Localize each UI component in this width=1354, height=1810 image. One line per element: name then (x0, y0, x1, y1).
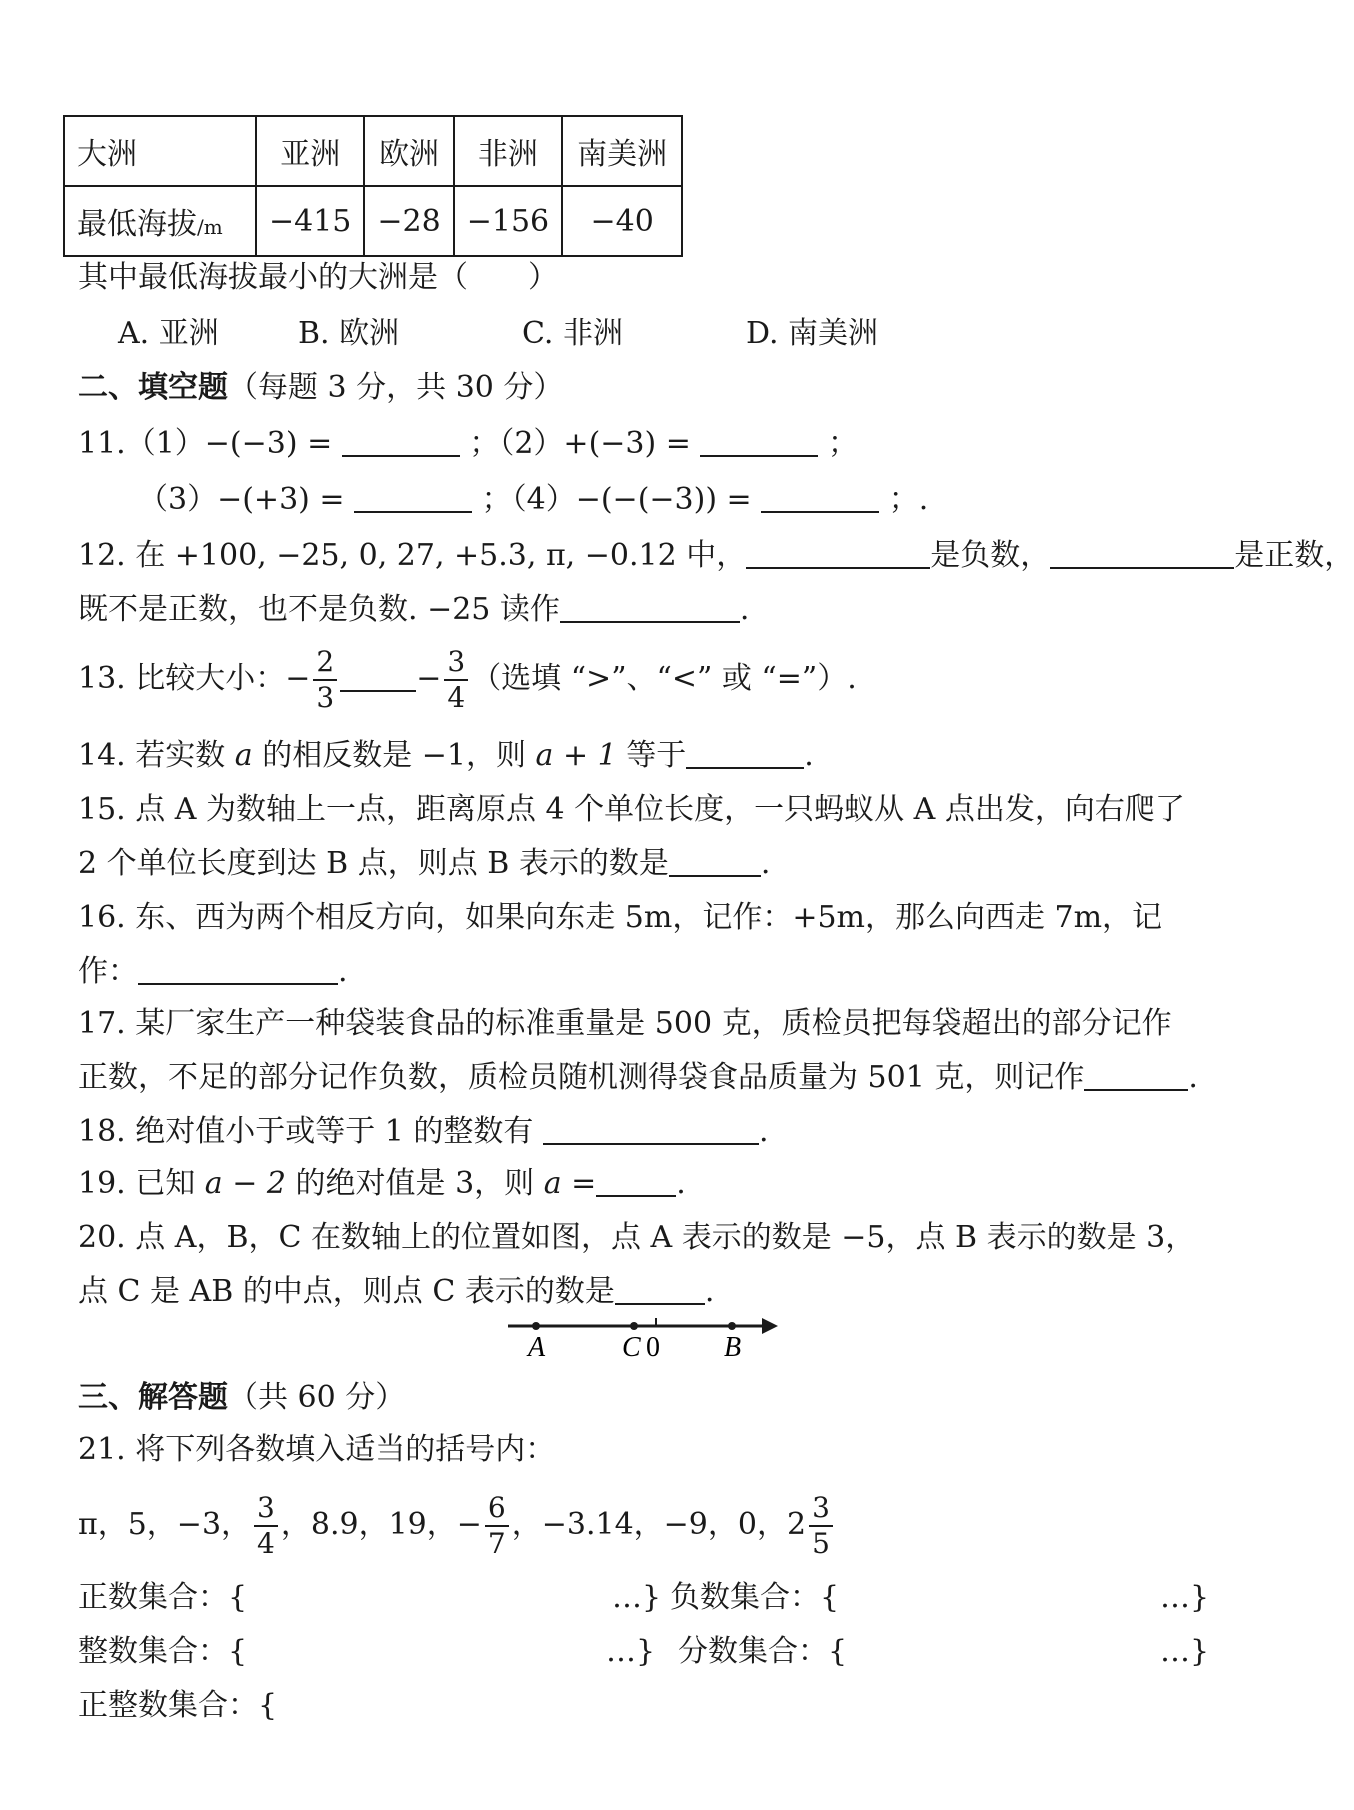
q14-expression: a + 1 (535, 738, 617, 773)
fraction (254, 1491, 278, 1560)
q17-line2 (78, 1058, 1198, 1098)
unit-label: /m (197, 215, 223, 239)
q17-part: 正数，不足的部分记作负数，质检员随机测得袋食品质量为 501 克，则记作 (78, 1060, 1085, 1095)
table-cell: −28 (364, 186, 453, 256)
answer-blank[interactable] (761, 481, 879, 513)
q19-end: . (676, 1166, 686, 1201)
point-c-dot (630, 1322, 638, 1330)
fraction (444, 645, 468, 714)
q14-part2: 的相反数是 −1，则 (262, 738, 526, 773)
q12-line1 (78, 536, 1354, 576)
q12-part2: 是负数， (930, 538, 1051, 573)
q12-line2 (78, 590, 749, 630)
q19-part2: 的绝对值是 3，则 (295, 1166, 535, 1201)
altitude-table (63, 115, 683, 257)
answer-blank[interactable] (669, 845, 761, 877)
set-close: …} (606, 1634, 656, 1669)
answer-blank[interactable] (746, 537, 930, 569)
q13-minus: − (416, 661, 442, 696)
set-close: …} (1160, 1634, 1210, 1669)
table-cell: −156 (454, 186, 562, 256)
negative-set-label: 负数集合：{ (670, 1580, 840, 1615)
origin-label: 0 (646, 1332, 660, 1363)
q11-part3: （3）−(+3) = (138, 482, 345, 517)
table-row (64, 186, 682, 256)
section3-heading (78, 1378, 405, 1418)
answer-blank[interactable] (354, 481, 472, 513)
fraction-denominator: 4 (257, 1527, 275, 1560)
positive-set-label: 正数集合：{ (78, 1580, 248, 1615)
answer-blank[interactable] (340, 660, 416, 692)
fraction-numerator: 3 (254, 1494, 278, 1527)
q10-question: 其中最低海拔最小的大洲是（ ） (78, 260, 558, 295)
q16-line2 (78, 952, 348, 992)
section2-heading (78, 368, 563, 408)
point-c-label: C (622, 1332, 641, 1363)
table-cell: 非洲 (454, 116, 562, 186)
table-cell: 南美洲 (562, 116, 682, 186)
q20-line2 (78, 1272, 714, 1312)
table-header-cell: 大洲 (64, 116, 256, 186)
fraction (313, 645, 337, 714)
q11-line2 (138, 480, 928, 520)
fraction-denominator: 3 (316, 681, 335, 714)
q19-part1: 19. 已知 (78, 1166, 196, 1201)
point-a-label: A (528, 1332, 546, 1363)
answer-blank[interactable] (138, 953, 338, 985)
q12-part4: 既不是正数，也不是负数. −25 读作 (78, 592, 560, 627)
q16-line1: 16. 东、西为两个相反方向，如果向东走 5m，记作：+5m，那么向西走 7m，记 (78, 900, 1163, 935)
q19-expression2: a = (543, 1166, 597, 1201)
q14-part3: 等于 (626, 738, 687, 773)
q20-end: . (704, 1274, 715, 1309)
answer-blank[interactable] (615, 1273, 705, 1305)
section2-title: 二、填空题 (78, 370, 228, 405)
answer-blank[interactable] (560, 591, 740, 623)
fraction-set-label: 分数集合：{ (678, 1634, 848, 1669)
q11-line1 (78, 424, 858, 464)
answer-blank[interactable] (686, 737, 804, 769)
q12-end: . (739, 592, 750, 627)
q10-option-c: C. 非洲 (522, 316, 623, 351)
row-label: 最低海拔 (77, 207, 197, 242)
integer-set-label: 整数集合：{ (78, 1634, 248, 1669)
q14-line (78, 736, 814, 776)
q10-option-b: B. 欧洲 (298, 316, 400, 351)
q17-line1: 17. 某厂家生产一种袋装食品的标准重量是 500 克，质检员把每袋超出的部分记作 (78, 1006, 1172, 1041)
q20-part: 点 C 是 AB 的中点，则点 C 表示的数是 (78, 1274, 615, 1309)
q11-part2: ；（2）+(−3) = (469, 426, 691, 461)
q19-expression: a − 2 (204, 1166, 286, 1201)
q14-part1: 14. 若实数 (78, 738, 226, 773)
q10-option-d: D. 南美洲 (746, 316, 879, 351)
q11-end: ；. (888, 482, 929, 517)
table-row (64, 116, 682, 186)
q15-end: . (760, 846, 771, 881)
answer-blank[interactable] (1050, 537, 1234, 569)
q15-line2 (78, 844, 770, 884)
section3-note: （共 60 分） (228, 1380, 406, 1415)
table-cell: 亚洲 (256, 116, 364, 186)
q13-line (78, 645, 857, 714)
q14-end: . (804, 738, 814, 773)
fraction-denominator: 5 (812, 1527, 830, 1560)
q16-part: 作： (78, 954, 138, 989)
q14-variable: a (234, 738, 253, 773)
q21-nums-part2: ，8.9，19，− (280, 1507, 482, 1542)
positive-integer-set-label: 正整数集合：{ (78, 1688, 278, 1723)
q21-nums-part3: ，−3.14，−9，0，2 (511, 1507, 807, 1542)
q13-prefix: 13. 比较大小：− (78, 661, 311, 696)
q16-end: . (338, 954, 348, 989)
fraction-numerator: 3 (809, 1494, 833, 1527)
q13-suffix: （选填 “>”、“<” 或 “=”）. (471, 661, 857, 696)
q20-line1: 20. 点 A，B，C 在数轴上的位置如图，点 A 表示的数是 −5，点 B 表示的数是 3， (78, 1220, 1196, 1255)
q18-part: 18. 绝对值小于或等于 1 的整数有 (78, 1114, 534, 1149)
point-a-dot (532, 1322, 540, 1330)
arrow-right-icon (762, 1318, 778, 1334)
number-line-figure (500, 1308, 790, 1368)
q21-title: 21. 将下列各数填入适当的括号内： (78, 1432, 556, 1467)
set-close: …} (1160, 1580, 1210, 1615)
q12-part3: 是正数， (1234, 538, 1354, 573)
answer-blank[interactable] (543, 1113, 759, 1145)
fraction (809, 1491, 833, 1560)
answer-blank[interactable] (342, 425, 460, 457)
fraction-numerator: 3 (444, 648, 468, 681)
point-b-dot (728, 1322, 736, 1330)
table-cell: 欧洲 (364, 116, 453, 186)
table-cell: −415 (256, 186, 364, 256)
q18-line (78, 1112, 769, 1152)
answer-blank[interactable] (596, 1165, 676, 1197)
table-header-cell (64, 186, 256, 256)
q17-end: . (1188, 1060, 1198, 1095)
section2-note: （每题 3 分，共 30 分） (228, 370, 564, 405)
q15-line1: 15. 点 A 为数轴上一点，距离原点 4 个单位长度，一只蚂蚁从 A 点出发，向右爬了 (78, 792, 1185, 827)
answer-blank[interactable] (1084, 1059, 1188, 1091)
answer-blank[interactable] (700, 425, 818, 457)
fraction-denominator: 7 (487, 1527, 506, 1560)
point-b-label: B (724, 1332, 742, 1363)
q18-end: . (758, 1114, 769, 1149)
q11-sep: ； (827, 426, 858, 461)
q21-numbers (78, 1491, 836, 1560)
q10-option-a: A. 亚洲 (118, 316, 219, 351)
q11-part1: 11.（1）−(−3) = (78, 426, 333, 461)
q12-part1: 12. 在 +100, −25, 0, 27, +5.3, π, −0.12 中， (78, 538, 747, 573)
q15-part: 2 个单位长度到达 B 点，则点 B 表示的数是 (78, 846, 669, 881)
section3-title: 三、解答题 (78, 1380, 228, 1415)
fraction-numerator: 2 (313, 648, 337, 681)
fraction-denominator: 4 (447, 681, 466, 714)
q21-nums-part1: π，5，−3， (78, 1507, 252, 1542)
fraction (485, 1491, 509, 1560)
table-cell: −40 (562, 186, 682, 256)
set-close: …} (612, 1580, 662, 1615)
fraction-numerator: 6 (485, 1494, 509, 1527)
q19-line (78, 1164, 686, 1204)
q11-part4: ；（4）−(−(−3)) = (481, 482, 752, 517)
